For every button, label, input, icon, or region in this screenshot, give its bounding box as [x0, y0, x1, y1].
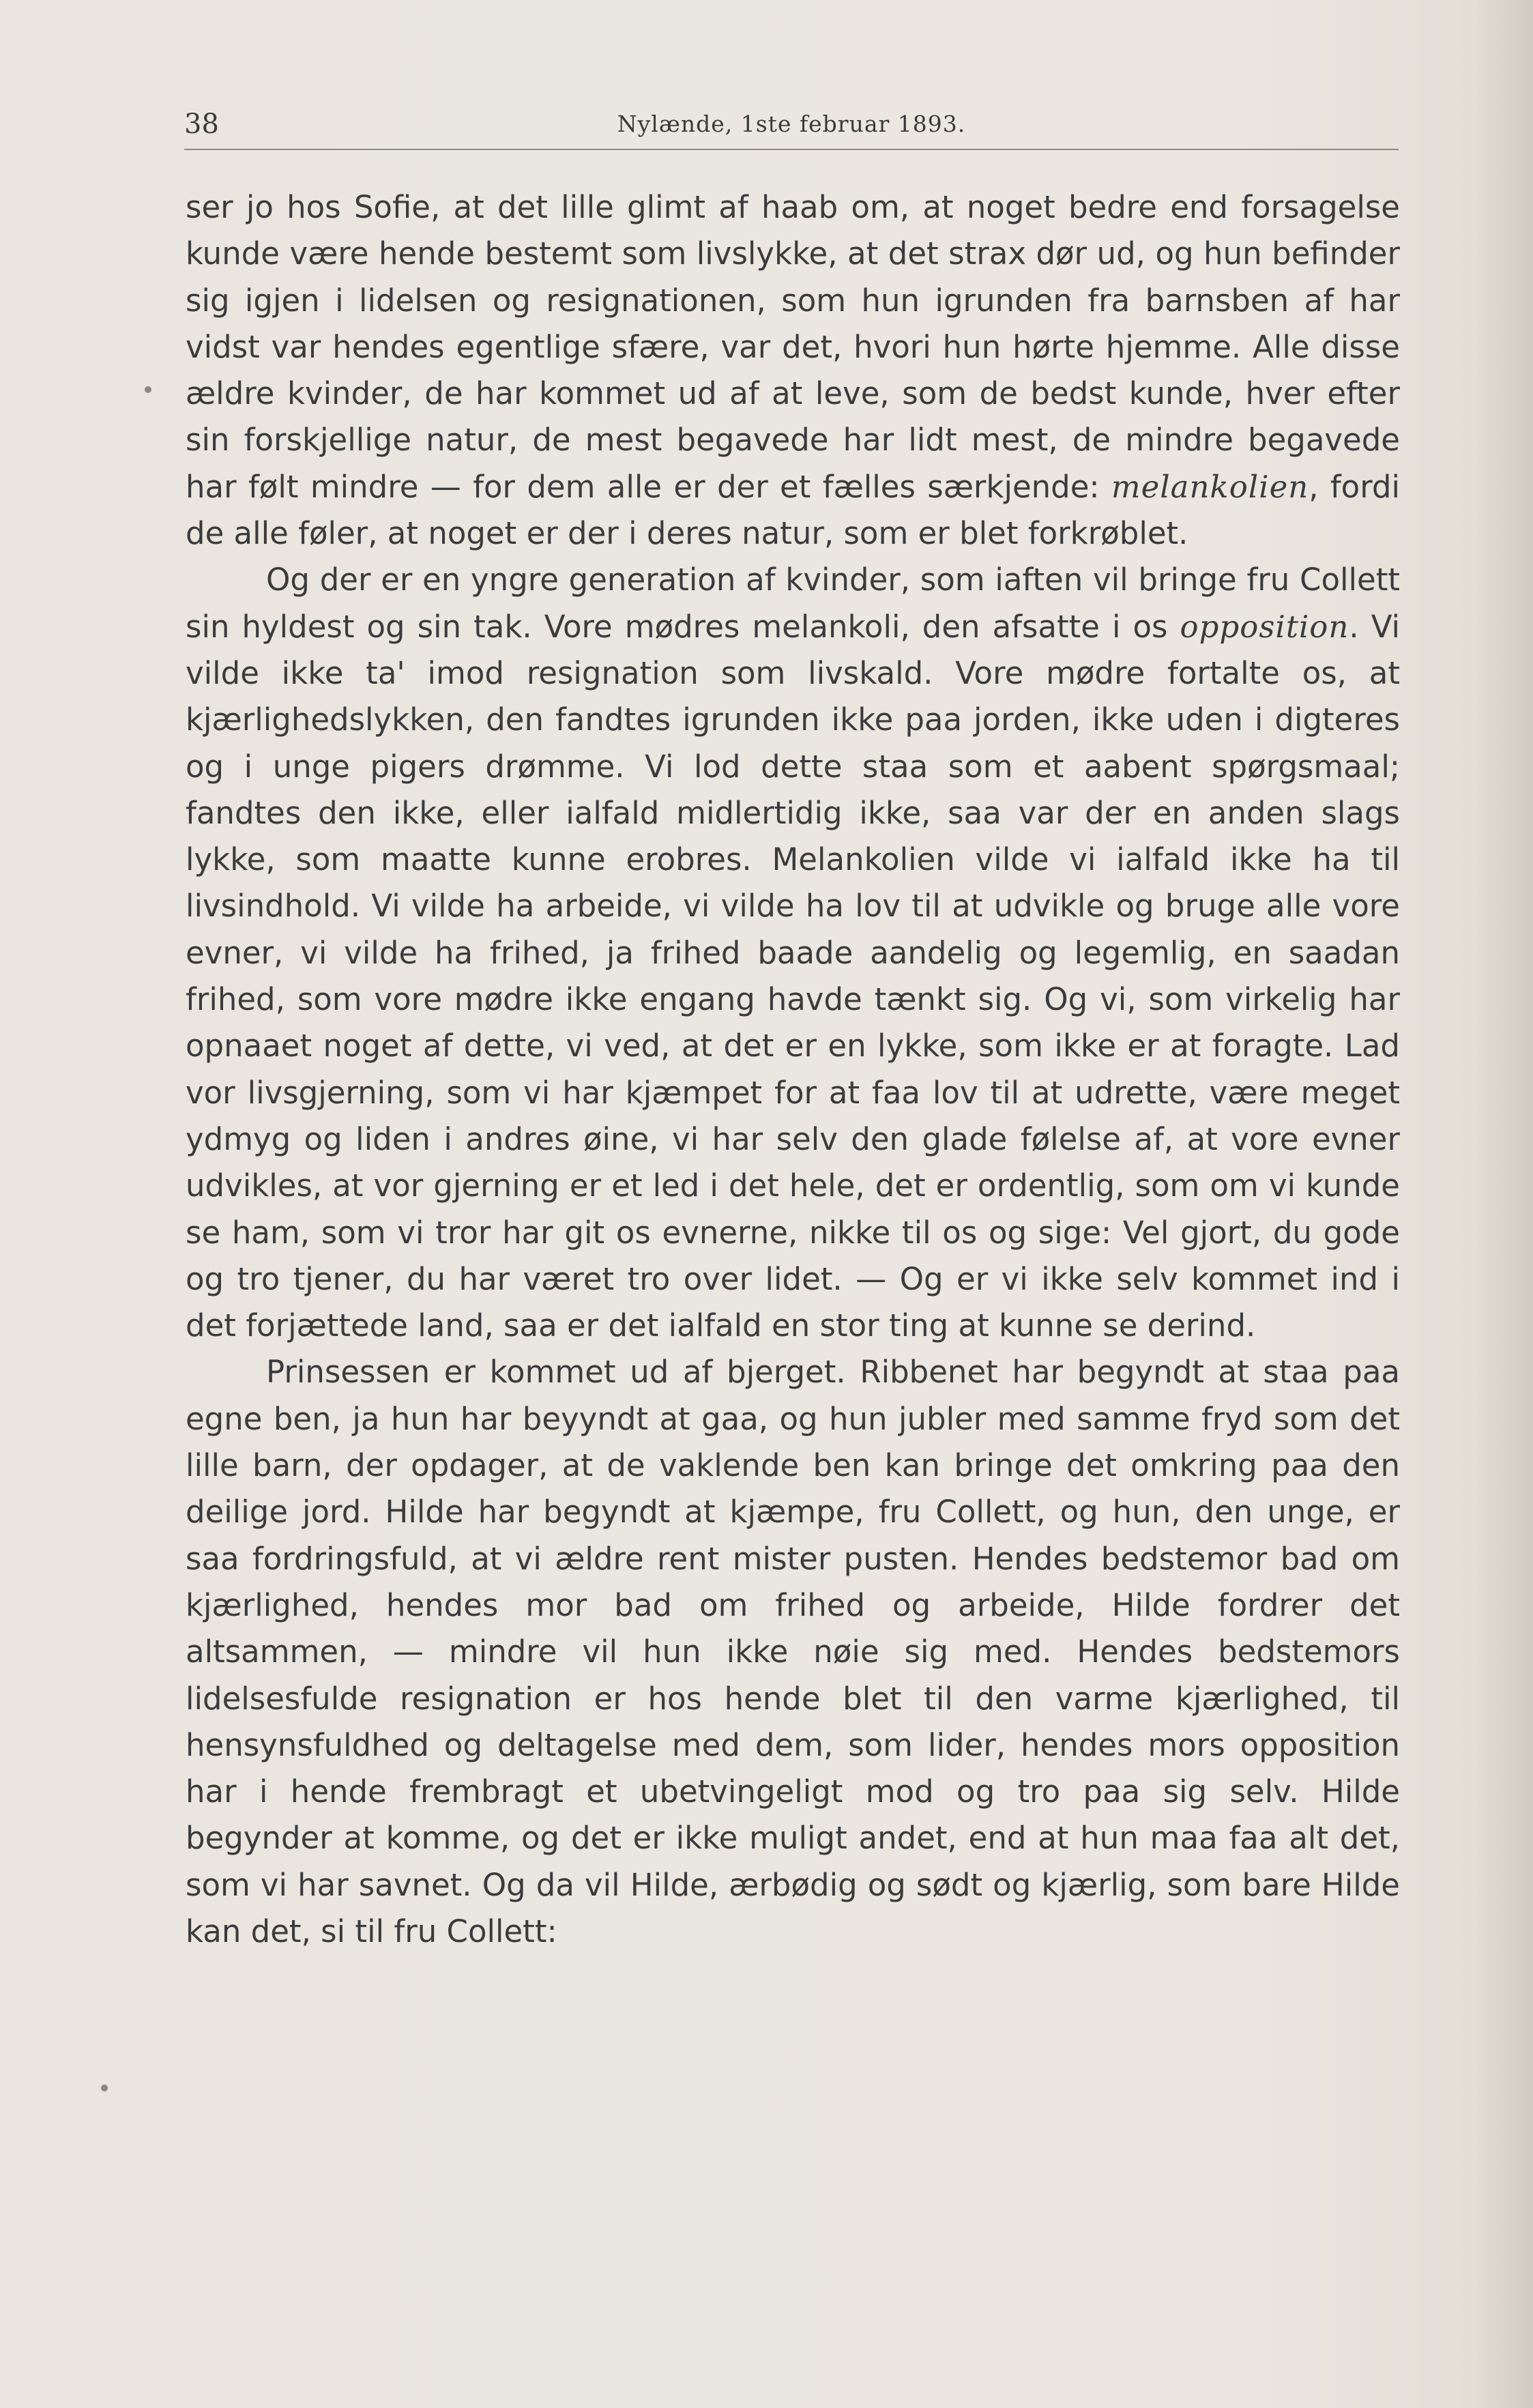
text-segment: Prinsessen er kommet ud af bjerget. Ribbenet har begyndt at staa paa egne ben, ja hun har beyyndt at gaa, og hun jubler med samme fryd som det lille barn, der opdager, at de vaklende ben kan bringe det omkring paa den deilige jord. Hilde har begyndt at kjæmpe, fru Collett, og hun, den unge, er saa fordringsfuld, at vi ældre rent mister pusten. Hendes bedstemor bad om kjærlighed, hendes mor bad om frihed og arbeide, Hilde fordrer det altsammen, — mindre vil hun ikke nøie sig med. Hendes bedstemors lidelsesfulde resignation er hos hende blet til den varme kjærlighed, til hensynsfuldhed og deltagelse med dem, som lider, hendes mors opposition har i hende frembragt et ubetvingeligt mod og tro paa sig selv. Hilde begynder at komme, og det er ikke muligt andet, end at hun maa faa alt det, som vi har savnet. Og da vil Hilde, ærbødig og sødt og kjærlig, som bare Hilde kan det, si til fru Collett: [186, 1354, 1400, 1949]
emphasized-text: opposition [1180, 608, 1349, 645]
margin-speck [101, 2085, 108, 2091]
emphasized-text: melankolien [1111, 468, 1309, 505]
margin-speck [145, 386, 151, 393]
header-rule [184, 149, 1399, 150]
text-segment: ser jo hos Sofie, at det lille glimt af haab om, at noget bedre end forsagelse kunde være hende bestemt som livslykke, at det strax dør ud, og hun befinder sig igjen i lidelsen og resignationen, som hun igrunden fra barnsben af har vidst var hendes egentlige sfære, var det, hvori hun hørte hjemme. Alle disse ældre kvinder, de har kommet ud af at leve, som de bedst kunde, hver efter sin forskjellige natur, de mest begavede har lidt mest, de mindre begavede har følt mindre — for dem alle er der et fælles særkjende: [186, 189, 1400, 505]
text-segment: , fordi de alle føler, at noget er der i deres natur, som er blet forkrøblet. [186, 468, 1400, 552]
page-header [184, 108, 1399, 149]
paragraph-2 [186, 557, 1400, 1349]
paragraph-1 [186, 184, 1400, 557]
page-number: 38 [184, 108, 219, 140]
text-segment: Og der er en yngre generation af kvinder, som iaften vil bringe fru Collett sin hyldest og sin tak. Vore mødres melankoli, den afsatte i os [186, 562, 1400, 645]
body-text [186, 184, 1400, 1955]
text-segment: . Vi vilde ikke ta' imod resignation som livskald. Vore mødre fortalte os, at kjærlighedslykken, den fandtes igrunden ikke paa jorden, ikke uden i digteres og i unge pigers drømme. Vi lod dette staa som et aabent spørgsmaal; fandtes den ikke, eller ialfald midlertidig ikke, saa var der en anden slags lykke, som maatte kunne erobres. Melankolien vilde vi ialfald ikke ha til livsindhold. Vi vilde ha arbeide, vi vilde ha lov til at udvikle og bruge alle vore evner, vi vilde ha frihed, ja frihed baade aandelig og legemlig, en saadan frihed, som vore mødre ikke engang havde tænkt sig. Og vi, som virkelig har opnaaet noget af dette, vi ved, at det er en lykke, som ikke er at foragte. Lad vor livsgjerning, som vi har kjæmpet for at faa lov til at udrette, være meget ydmyg og liden i andres øine, vi har selv den glade følelse af, at vore evner udvikles, at vor gjerning er et led i det hele, det er ordentlig, som om vi kunde se ham, som vi tror har git os evnerne, nikke til os og sige: Vel gjort, du gode og tro tjener, du har været tro over lidet. — Og er vi ikke selv kommet ind i det forjættede land, saa er det ialfald en stor ting at kunne se derind. [186, 608, 1400, 1344]
paragraph-3 [186, 1349, 1400, 1955]
running-title: Nylænde, 1ste februar 1893. [617, 111, 966, 137]
